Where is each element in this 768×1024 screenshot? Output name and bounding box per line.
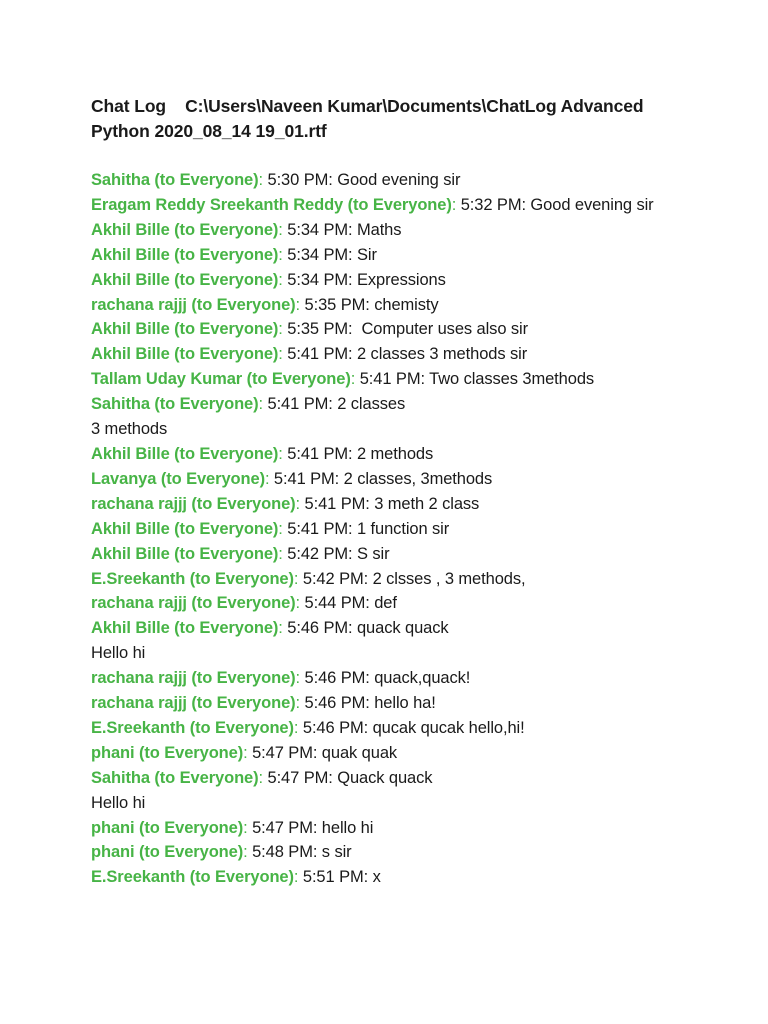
chat-entry: Sahitha (to Everyone): 5:47 PM: Quack quack Hello hi [91,768,433,812]
chat-entry: Sahitha (to Everyone): 5:30 PM: Good evening sir [91,171,461,189]
chat-entry: Akhil Bille (to Everyone): 5:42 PM: S sir [91,544,390,563]
chat-sender: Tallam Uday Kumar (to Everyone) [91,370,351,389]
chat-sender: Akhil Bille (to Everyone) [91,619,279,638]
chat-message: 5:41 PM: 3 meth 2 class [300,494,480,513]
chat-entry: Akhil Bille (to Everyone): 5:46 PM: quack quack Hello hi [91,619,449,663]
chat-entry: Sahitha (to Everyone): 5:41 PM: 2 classes 3 methods [91,395,406,439]
chat-message: 5:41 PM: 2 methods [282,444,434,463]
chat-message: 5:46 PM: quack,quack! [300,669,471,688]
chat-message: 5:46 PM: qucak qucak hello,hi! [298,718,525,737]
chat-entry: Akhil Bille (to Everyone): 5:41 PM: 1 function sir [91,519,450,538]
chat-entry: rachana rajjj (to Everyone): 5:44 PM: def [91,594,397,613]
chat-sender: E.Sreekanth (to Everyone) [91,569,294,588]
chat-message: 5:42 PM: S sir [282,544,390,563]
chat-sender: Akhil Bille (to Everyone) [91,320,279,339]
chat-entry: Akhil Bille (to Everyone): 5:35 PM: Computer uses also sir [91,320,528,339]
chat-message: 5:47 PM: Quack quack Hello hi [91,768,433,812]
chat-message: 5:47 PM: quak quak [247,743,398,762]
chat-sender: phani (to Everyone) [91,843,244,862]
chat-message: 5:41 PM: 1 function sir [282,519,450,538]
chat-log [91,168,691,890]
chat-sender: Eragam Reddy Sreekanth Reddy (to Everyone) [91,195,452,214]
chat-entry: Akhil Bille (to Everyone): 5:34 PM: Expressions [91,270,446,289]
chat-entry: Eragam Reddy Sreekanth Reddy (to Everyone): 5:32 PM: Good evening sir [91,195,654,214]
chat-message: 5:42 PM: 2 clsses , 3 methods, [298,569,526,588]
chat-sender: rachana rajjj (to Everyone) [91,594,296,613]
chat-entry: phani (to Everyone): 5:47 PM: hello hi [91,818,374,837]
chat-entry: phani (to Everyone): 5:47 PM: quak quak [91,743,398,762]
chat-message: 5:41 PM: 2 classes, 3methods [269,469,493,488]
chat-entry: rachana rajjj (to Everyone): 5:46 PM: hello ha! [91,694,436,713]
chat-sender: phani (to Everyone) [91,743,244,762]
chat-sender: rachana rajjj (to Everyone) [91,669,296,688]
chat-message: 5:30 PM: Good evening sir [263,171,461,189]
chat-message: 5:41 PM: 2 classes 3 methods sir [282,345,528,364]
chat-entry: Akhil Bille (to Everyone): 5:34 PM: Maths [91,220,402,239]
chat-entry: rachana rajjj (to Everyone): 5:35 PM: chemisty [91,295,439,314]
chat-entry: E.Sreekanth (to Everyone): 5:51 PM: x [91,868,381,887]
chat-sender: rachana rajjj (to Everyone) [91,295,296,314]
chat-message: 5:35 PM: chemisty [300,295,439,314]
chat-entry: Lavanya (to Everyone): 5:41 PM: 2 classes, 3methods [91,469,493,488]
chat-sender: phani (to Everyone) [91,818,244,837]
chat-sender: Sahitha (to Everyone) [91,768,259,787]
chat-sender: Akhil Bille (to Everyone) [91,245,279,264]
chat-sender: Akhil Bille (to Everyone) [91,444,279,463]
chat-entry: phani (to Everyone): 5:48 PM: s sir [91,843,352,862]
chat-entry: rachana rajjj (to Everyone): 5:41 PM: 3 meth 2 class [91,494,480,513]
chat-message: 5:48 PM: s sir [247,843,352,862]
chat-sender: Akhil Bille (to Everyone) [91,544,279,563]
chat-sender: Akhil Bille (to Everyone) [91,345,279,364]
chat-message: 5:51 PM: x [298,868,381,887]
chat-sender: Akhil Bille (to Everyone) [91,519,279,538]
chat-message: 5:47 PM: hello hi [247,818,374,837]
chat-message: 5:32 PM: Good evening sir [456,195,654,214]
chat-sender: rachana rajjj (to Everyone) [91,694,296,713]
chat-message: 5:46 PM: hello ha! [300,694,436,713]
chat-entry: Tallam Uday Kumar (to Everyone): 5:41 PM: Two classes 3methods [91,370,595,389]
chat-entry: rachana rajjj (to Everyone): 5:46 PM: quack,quack! [91,669,471,688]
chat-sender: Akhil Bille (to Everyone) [91,220,279,239]
chat-entry: E.Sreekanth (to Everyone): 5:46 PM: qucak qucak hello,hi! [91,718,525,737]
chat-sender: Sahitha (to Everyone) [91,171,259,189]
chat-sender: E.Sreekanth (to Everyone) [91,718,294,737]
chat-sender: Lavanya (to Everyone) [91,469,265,488]
chat-entry: Akhil Bille (to Everyone): 5:41 PM: 2 methods [91,444,434,463]
chat-message: 5:41 PM: 2 classes 3 methods [91,395,406,439]
chat-sender: Akhil Bille (to Everyone) [91,270,279,289]
document-page [91,94,691,890]
chat-message: 5:41 PM: Two classes 3methods [355,370,595,389]
document-title-line-2: Python 2020_08_14 19_01.rtf [91,121,327,141]
chat-message: 5:34 PM: Sir [282,245,377,264]
chat-entry: Akhil Bille (to Everyone): 5:41 PM: 2 classes 3 methods sir [91,345,528,364]
chat-message: 5:35 PM: Computer uses also sir [282,320,528,339]
chat-entry: E.Sreekanth (to Everyone): 5:42 PM: 2 clsses , 3 methods, [91,569,526,588]
chat-message: 5:44 PM: def [300,594,397,613]
chat-message: 5:46 PM: quack quack Hello hi [91,619,449,663]
chat-message: 5:34 PM: Maths [282,220,402,239]
chat-entry: Akhil Bille (to Everyone): 5:34 PM: Sir [91,245,377,264]
chat-sender: E.Sreekanth (to Everyone) [91,868,294,887]
chat-sender: Sahitha (to Everyone) [91,395,259,414]
chat-sender: rachana rajjj (to Everyone) [91,494,296,513]
chat-message: 5:34 PM: Expressions [282,270,446,289]
document-title [91,94,691,144]
document-title-line-1: Chat Log C:\Users\Naveen Kumar\Documents\ChatLog Advanced [91,96,644,116]
